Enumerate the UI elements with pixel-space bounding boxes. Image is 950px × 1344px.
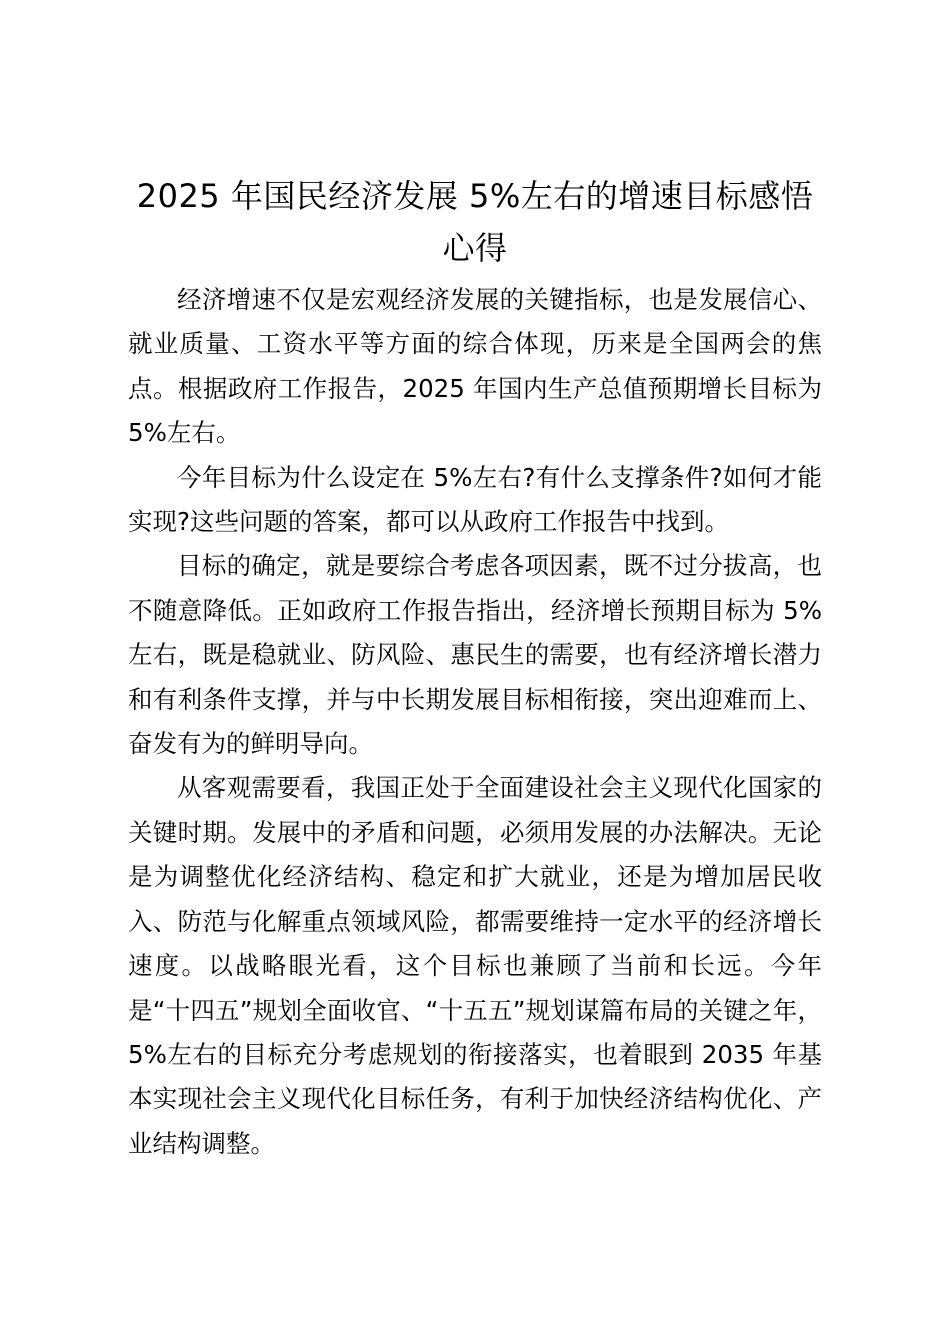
document-title: 2025 年国民经济发展 5%左右的增速目标感悟心得 [136, 177, 814, 267]
paragraph-3: 目标的确定，就是要综合考虑各项因素，既不过分拔高，也不随意降低。正如政府工作报告指出，经济增长预期目标为 5%左右，既是稳就业、防风险、惠民生的需要，也有经济增长潜力和有利条件支撑，并与中长期发展目标相衔接，突出迎难而上、奋发有为的鲜明导向。 [128, 551, 822, 759]
paragraph-4: 从客观需要看，我国正处于全面建设社会主义现代化国家的关键时期。发展中的矛盾和问题，必须用发展的办法解决。无论是为调整优化经济结构、稳定和扩大就业，还是为增加居民收入、防范与化解重点领域风险，都需要维持一定水平的经济增长速度。以战略眼光看，这个目标也兼顾了当前和长远。今年是“十四五”规划全面收官、“十五五”规划谋篇布局的关键之年，5%左右的目标充分考虑规划的衔接落实，也着眼到 2035 年基本实现社会主义现代化目标任务，有利于加快经济结构优化、产业结构调整。 [128, 773, 822, 1158]
paragraph-2: 今年目标为什么设定在 5%左右?有什么支撑条件?如何才能实现?这些问题的答案，都可以从政府工作报告中找到。 [128, 462, 822, 537]
paragraph-1: 经济增速不仅是宏观经济发展的关键指标，也是发展信心、就业质量、工资水平等方面的综合体现，历来是全国两会的焦点。根据政府工作报告，2025 年国内生产总值预期增长目标为 5%左右。 [128, 285, 822, 448]
document-body [128, 278, 822, 1166]
document-page [128, 170, 822, 1166]
